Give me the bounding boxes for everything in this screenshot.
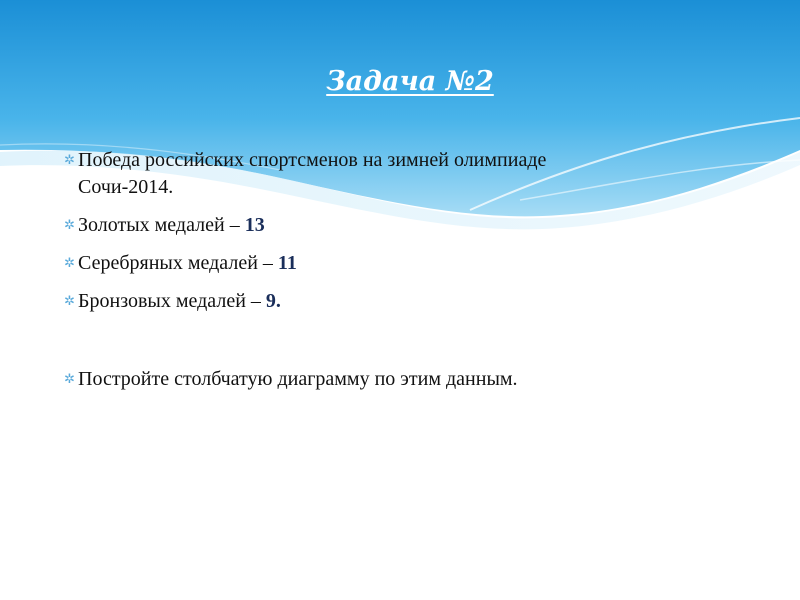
spacer <box>64 326 624 366</box>
slide-title: Задача №2 <box>326 66 494 97</box>
bullet-list <box>64 147 624 404</box>
bullet-item-victory <box>64 147 624 201</box>
silver-count: 11 <box>277 252 297 274</box>
bullet-text: Золотых медалей – <box>78 214 245 236</box>
star-bullet-icon: ✲ <box>64 217 75 232</box>
bullet-item-silver <box>64 250 624 277</box>
bullet-text: Постройте столбчатую диаграмму по этим данным. <box>78 368 518 390</box>
bullet-text: Бронзовых медалей – <box>78 290 266 312</box>
bullet-text: Победа российских спортсменов на зимней олимпиаде Сочи-2014. <box>78 149 547 198</box>
gold-count: 13 <box>244 214 265 236</box>
star-bullet-icon: ✲ <box>64 255 75 270</box>
bullet-item-task <box>64 366 624 393</box>
star-bullet-icon: ✲ <box>64 371 75 386</box>
bronze-count: 9. <box>265 290 281 312</box>
star-bullet-icon: ✲ <box>64 293 75 308</box>
bullet-item-gold <box>64 212 624 239</box>
bullet-text: Серебряных медалей – <box>78 252 278 274</box>
bullet-item-bronze <box>64 288 624 315</box>
star-bullet-icon: ✲ <box>64 152 75 167</box>
